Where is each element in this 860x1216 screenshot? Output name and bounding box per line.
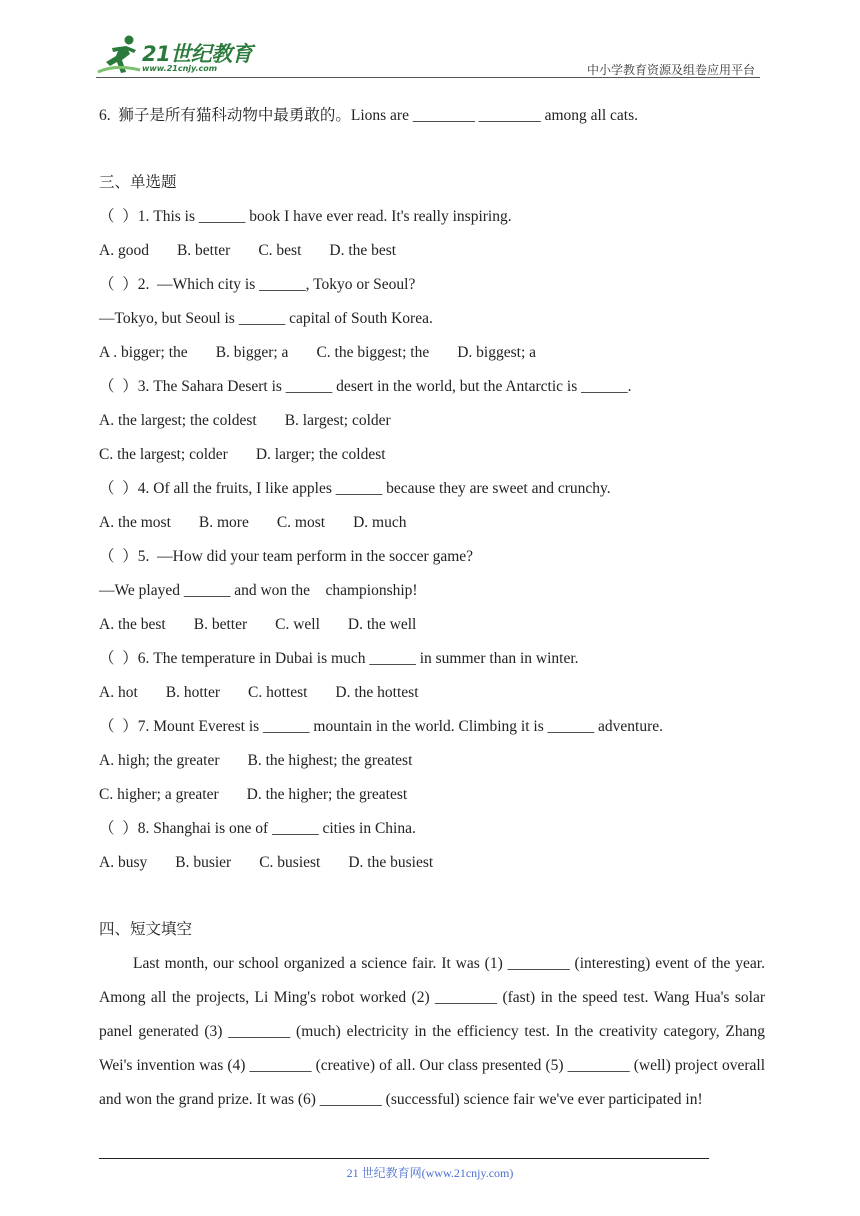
question-stem: （ ）7. Mount Everest is ______ mountain in the world. Climbing it is ______ adventure. [99, 718, 663, 735]
answer-option: B. more [198, 514, 249, 531]
page-header [0, 0, 860, 80]
answer-option: B. busier [175, 854, 232, 871]
header-divider [96, 77, 760, 78]
question-stem: （ ）5. —How did your team perform in the soccer game? [99, 548, 474, 565]
answer-option: A. busy [99, 854, 148, 871]
answer-options-row [99, 509, 765, 543]
answer-option: C. well [275, 616, 320, 633]
answer-option: C. busiest [259, 854, 321, 871]
runner-logo-icon [96, 34, 142, 76]
answer-options-row [99, 849, 765, 883]
answer-option: A . bigger; the [99, 344, 188, 361]
answer-option: B. hotter [165, 684, 220, 701]
answer-options-row [99, 339, 765, 373]
question-stem: （ ）6. The temperature in Dubai is much ______ in summer than in winter. [99, 650, 579, 667]
answer-options-row [99, 441, 765, 475]
answer-option: A. the most [99, 514, 171, 531]
answer-option: B. better [176, 242, 231, 259]
answer-option: B. bigger; a [215, 344, 289, 361]
answer-options-row [99, 407, 765, 441]
logo [96, 34, 266, 78]
question-list [99, 203, 765, 883]
answer-option: C. best [258, 242, 302, 259]
answer-option: D. the best [329, 242, 397, 259]
answer-option: B. better [193, 616, 248, 633]
document-body [99, 102, 765, 1117]
footer-link[interactable]: 21 世纪教育网(www.21cnjy.com) [346, 1166, 514, 1180]
section-title-passage: 四、短文填空 [99, 921, 193, 938]
section-title-multiple-choice: 三、单选题 [99, 174, 177, 191]
answer-option: C. the biggest; the [316, 344, 430, 361]
question-stem-continued: —We played ______ and won the championship! [99, 582, 418, 599]
answer-options-row [99, 237, 765, 271]
answer-option: D. the hottest [335, 684, 419, 701]
answer-option: D. the higher; the greatest [246, 786, 408, 803]
answer-option: C. the largest; colder [99, 446, 228, 463]
answer-options-row [99, 611, 765, 645]
answer-option: A. hot [99, 684, 138, 701]
answer-option: A. the largest; the coldest [99, 412, 257, 429]
answer-option: C. most [276, 514, 326, 531]
answer-option: A. high; the greater [99, 752, 220, 769]
logo-url: www.21cnjy.com [142, 64, 218, 73]
question-stem: （ ）3. The Sahara Desert is ______ desert in the world, but the Antarctic is ______. [99, 378, 632, 395]
logo-text: 21世纪教育 [142, 42, 253, 66]
footer-divider [99, 1158, 709, 1159]
answer-option: A. the best [99, 616, 166, 633]
question-stem: （ ）4. Of all the fruits, I like apples ______ because they are sweet and crunchy. [99, 480, 611, 497]
answer-option: B. largest; colder [284, 412, 391, 429]
question-stem: （ ）8. Shanghai is one of ______ cities in China. [99, 820, 416, 837]
answer-option: A. good [99, 242, 149, 259]
answer-option: D. biggest; a [457, 344, 537, 361]
platform-name: 中小学教育资源及组卷应用平台 [586, 63, 755, 77]
answer-options-row [99, 781, 765, 815]
answer-option: D. the busiest [348, 854, 434, 871]
answer-option: D. the well [347, 616, 417, 633]
question-stem: （ ）1. This is ______ book I have ever read. It's really inspiring. [99, 208, 512, 225]
passage-text: Last month, our school organized a science fair. It was (1) ________ (interesting) event of the year. Among all the projects, Li Ming's robot worked (2) ________ (fast) in the speed test. Wang Hua's solar panel generated (3) ________ (much) electricity in the efficiency test. In the creativity category, Zhang Wei's invention was (4) ________ (creative) of all. Our class presented (5) ________ (well) project overall and won the grand prize. It was (6) ________ (successful) science fair we've ever participated in! [99, 955, 765, 1108]
answer-options-row [99, 679, 765, 713]
answer-option: D. larger; the coldest [255, 446, 386, 463]
answer-option: D. much [353, 514, 407, 531]
translation-question-6: 6. 狮子是所有猫科动物中最勇敢的。Lions are ________ ________ among all cats. [99, 107, 639, 124]
answer-option: B. the highest; the greatest [247, 752, 413, 769]
question-stem: （ ）2. —Which city is ______, Tokyo or Seoul? [99, 276, 416, 293]
answer-option: C. higher; a greater [99, 786, 219, 803]
answer-options-row [99, 747, 765, 781]
question-stem-continued: —Tokyo, but Seoul is ______ capital of South Korea. [99, 310, 433, 327]
answer-option: C. hottest [248, 684, 308, 701]
